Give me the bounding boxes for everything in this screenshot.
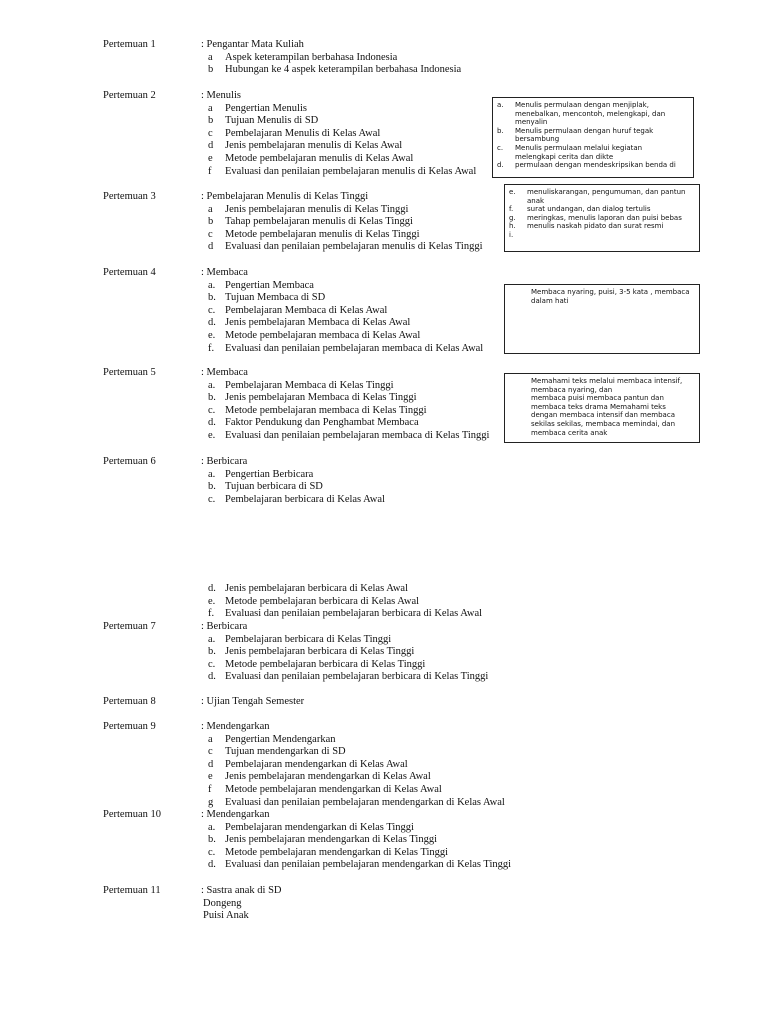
item-marker: b. — [208, 292, 216, 304]
meeting-label: Pertemuan 7 — [103, 621, 156, 632]
meeting-topic: : Pengantar Mata Kuliah — [201, 39, 304, 50]
item-marker: d. — [208, 859, 216, 871]
item-text: Tujuan berbicara di SD — [225, 481, 323, 493]
item-text: Evaluasi dan penilaian pembelajaran mendengarkan di Kelas Awal — [225, 796, 505, 808]
note-marker: a. — [497, 101, 504, 109]
item-text: Jenis pembelajaran Membaca di Kelas Awal — [225, 317, 411, 329]
meeting-topic: : Membaca — [201, 367, 248, 378]
item-text: Pembelajaran mendengarkan di Kelas Awal — [225, 758, 408, 770]
item-marker: f — [208, 784, 212, 795]
item-text: Jenis pembelajaran Membaca di Kelas Tinggi — [225, 392, 417, 404]
item-marker: c. — [208, 658, 216, 670]
item-text: Pembelajaran mendengarkan di Kelas Tinggi — [225, 821, 414, 833]
item-text: Evaluasi dan penilaian pembelajaran mendengarkan di Kelas Tinggi — [225, 859, 512, 871]
note-marker: h. — [509, 222, 516, 231]
item-text: Evaluasi dan penilaian pembelajaran membaca di Kelas Awal — [225, 342, 484, 354]
item-marker: b — [208, 216, 214, 228]
item-marker: a. — [208, 821, 216, 833]
meeting-topic: : Mendengarkan — [201, 809, 270, 820]
item-marker: c. — [208, 404, 216, 416]
item-marker: c — [208, 228, 213, 240]
meeting-topic: : Berbicara — [201, 456, 248, 467]
item-marker: a — [208, 51, 213, 63]
note-text: surat undangan, dan dialog tertulis — [527, 205, 651, 214]
item-text: Metode pembelajaran membaca di Kelas Awal — [225, 330, 421, 341]
note-marker: i. — [509, 230, 514, 239]
note-text: meringkas, menulis laporan dan puisi bebas — [527, 213, 682, 222]
note-item — [497, 127, 689, 144]
item-marker: d — [208, 758, 214, 770]
item-marker: f — [208, 165, 212, 177]
item-marker: e. — [208, 595, 216, 607]
item-text: Metode pembelajaran mendengarkan di Kelas Tinggi — [225, 846, 449, 858]
note-item — [509, 222, 695, 231]
item-text: Evaluasi dan penilaian pembelajaran membaca di Kelas Tinggi — [225, 430, 490, 441]
item-marker: e. — [208, 430, 216, 441]
note-item — [509, 231, 695, 240]
meeting-topic: : Berbicara — [201, 621, 248, 632]
note-text: permulaan dengan mendeskripsikan benda di — [515, 161, 676, 170]
item-text: Jenis pembelajaran berbicara di Kelas Awal — [225, 583, 409, 594]
item-text: Tujuan mendengarkan di SD — [225, 746, 346, 758]
item-marker: c. — [208, 493, 216, 505]
item-text: Puisi Anak — [203, 910, 249, 922]
item-text: Faktor Pendukung dan Penghambat Membaca — [225, 417, 419, 429]
item-marker: d. — [208, 583, 216, 594]
item-text: Metode pembelajaran menulis di Kelas Awal — [225, 153, 414, 164]
item-marker: a. — [208, 379, 216, 391]
item-text: Pembelajaran berbicara di Kelas Awal — [225, 493, 385, 505]
meeting-topic: : Pembelajaran Menulis di Kelas Tinggi — [201, 191, 369, 202]
note-marker: d. — [497, 161, 504, 170]
item-marker: f. — [208, 342, 215, 354]
item-text: Pembelajaran berbicara di Kelas Tinggi — [225, 633, 392, 645]
meeting-label: Pertemuan 2 — [103, 90, 156, 101]
item-text: Pengertian Membaca — [225, 279, 314, 291]
note-text: menuliskarangan, pengumuman, dan pantun anak — [527, 188, 686, 205]
item-marker: d. — [208, 417, 216, 429]
meeting-topic: : Mendengarkan — [201, 721, 270, 732]
note-item — [497, 161, 689, 170]
item-text: Pengertian Menulis — [225, 102, 307, 114]
item-marker: c. — [208, 846, 216, 858]
note-item — [509, 205, 695, 214]
item-text: Metode pembelajaran mendengarkan di Kelas Awal — [225, 784, 442, 795]
item-text: Jenis pembelajaran menulis di Kelas Tinggi — [225, 203, 409, 215]
note-marker: g. — [509, 213, 516, 222]
item-marker: d — [208, 241, 214, 253]
item-text: Metode pembelajaran menulis di Kelas Tinggi — [225, 228, 420, 240]
note-text: Membaca nyaring, puisi, 3-5 kata , membaca dalam hati — [531, 288, 690, 305]
note-text: Menulis permulaan dengan menjiplak, menebalkan, mencontoh, melengkapi, dan menyalin — [515, 101, 666, 127]
meeting-label: Pertemuan 9 — [103, 721, 156, 732]
note-item — [497, 144, 689, 161]
meeting-label: Pertemuan 8 — [103, 696, 156, 707]
item-text: Hubungan ke 4 aspek keterampilan berbahasa Indonesia — [225, 64, 462, 76]
item-text: Jenis pembelajaran berbicara di Kelas Tinggi — [225, 646, 415, 658]
item-text: Evaluasi dan penilaian pembelajaran menulis di Kelas Awal — [225, 165, 477, 177]
item-text: Tujuan Menulis di SD — [225, 115, 319, 127]
meeting-label: Pertemuan 11 — [103, 885, 161, 896]
note-marker: c. — [497, 143, 504, 152]
item-marker: b. — [208, 392, 216, 404]
item-text: Aspek keterampilan berbahasa Indonesia — [225, 51, 398, 63]
item-marker: b. — [208, 481, 216, 493]
item-marker: c — [208, 746, 213, 758]
note-box — [504, 284, 700, 354]
item-text: Pembelajaran Membaca di Kelas Awal — [225, 304, 388, 316]
item-text: Jenis pembelajaran mendengarkan di Kelas Awal — [225, 771, 431, 783]
item-marker: a. — [208, 633, 216, 645]
item-marker: c. — [208, 304, 216, 316]
item-text: Tujuan Membaca di SD — [225, 292, 326, 304]
item-marker: f. — [208, 608, 215, 620]
item-marker: a — [208, 203, 213, 215]
item-text: Evaluasi dan penilaian pembelajaran berbicara di Kelas Tinggi — [225, 671, 489, 683]
meeting-label: Pertemuan 1 — [103, 39, 156, 50]
note-item — [531, 377, 693, 437]
note-item — [531, 288, 693, 305]
item-text: Pembelajaran Menulis di Kelas Awal — [225, 127, 381, 139]
meeting-label: Pertemuan 3 — [103, 191, 156, 202]
item-marker: e. — [208, 330, 216, 341]
meeting-label: Pertemuan 4 — [103, 267, 156, 278]
item-text: Jenis pembelajaran mendengarkan di Kelas Tinggi — [225, 834, 437, 846]
meeting-label: Pertemuan 5 — [103, 367, 156, 378]
item-text: Pembelajaran Membaca di Kelas Tinggi — [225, 379, 394, 391]
meeting-topic: : Menulis — [201, 90, 241, 101]
meeting-topic: : Sastra anak di SD — [201, 885, 282, 896]
note-item — [509, 214, 695, 223]
item-text: Tahap pembelajaran menulis di Kelas Tinggi — [225, 216, 413, 228]
note-item — [509, 188, 695, 205]
item-text: Metode pembelajaran membaca di Kelas Tinggi — [225, 404, 427, 416]
item-marker: b. — [208, 834, 216, 846]
item-text: Metode pembelajaran berbicara di Kelas Tinggi — [225, 658, 426, 670]
note-text — [527, 231, 695, 240]
item-marker: g — [208, 796, 214, 808]
note-text: Memahami teks melalui membaca intensif, membaca nyaring, dan membaca puisi membaca pantun dan membaca teks drama Memahami teks dengan membaca intensif dan membaca sekilas sekilas, membaca memindai, dan membaca cerita anak — [531, 377, 683, 437]
meeting-label: Pertemuan 6 — [103, 456, 156, 467]
note-marker: b. — [497, 126, 504, 135]
item-text: Jenis pembelajaran menulis di Kelas Awal — [225, 140, 403, 152]
note-box — [504, 184, 700, 252]
note-text: Menulis permulaan melalui kegiatan melengkapi cerita dan dikte — [515, 143, 643, 161]
item-text: Evaluasi dan penilaian pembelajaran menulis di Kelas Tinggi — [225, 241, 483, 253]
item-text: Metode pembelajaran berbicara di Kelas Awal — [225, 595, 420, 607]
note-marker: e. — [509, 188, 516, 196]
meeting-label: Pertemuan 10 — [103, 809, 162, 820]
item-marker: d. — [208, 317, 216, 329]
item-marker: b — [208, 64, 214, 76]
meeting-topic: : Ujian Tengah Semester — [201, 696, 305, 707]
item-text: Evaluasi dan penilaian pembelajaran berbicara di Kelas Awal — [225, 608, 483, 620]
note-text: menulis naskah pidato dan surat resmi — [527, 222, 664, 231]
item-marker: a — [208, 733, 213, 745]
item-marker: e — [208, 771, 213, 783]
note-marker: f. — [509, 205, 514, 214]
item-text: Dongeng — [203, 897, 242, 909]
note-item — [497, 101, 689, 127]
item-marker: d. — [208, 671, 216, 683]
item-marker: e — [208, 153, 213, 164]
item-marker: a — [208, 102, 213, 114]
item-marker: b. — [208, 646, 216, 658]
meeting-topic: : Membaca — [201, 267, 248, 278]
note-text: Menulis permulaan dengan huruf tegak bersambung — [515, 126, 654, 144]
item-marker: a. — [208, 468, 216, 480]
item-marker: c — [208, 127, 213, 139]
item-marker: d — [208, 140, 214, 152]
item-text: Pengertian Mendengarkan — [225, 733, 336, 745]
item-marker: a. — [208, 279, 216, 291]
item-text: Pengertian Berbicara — [225, 468, 314, 480]
item-marker: b — [208, 115, 214, 127]
note-box — [504, 373, 700, 443]
note-box — [492, 97, 694, 178]
